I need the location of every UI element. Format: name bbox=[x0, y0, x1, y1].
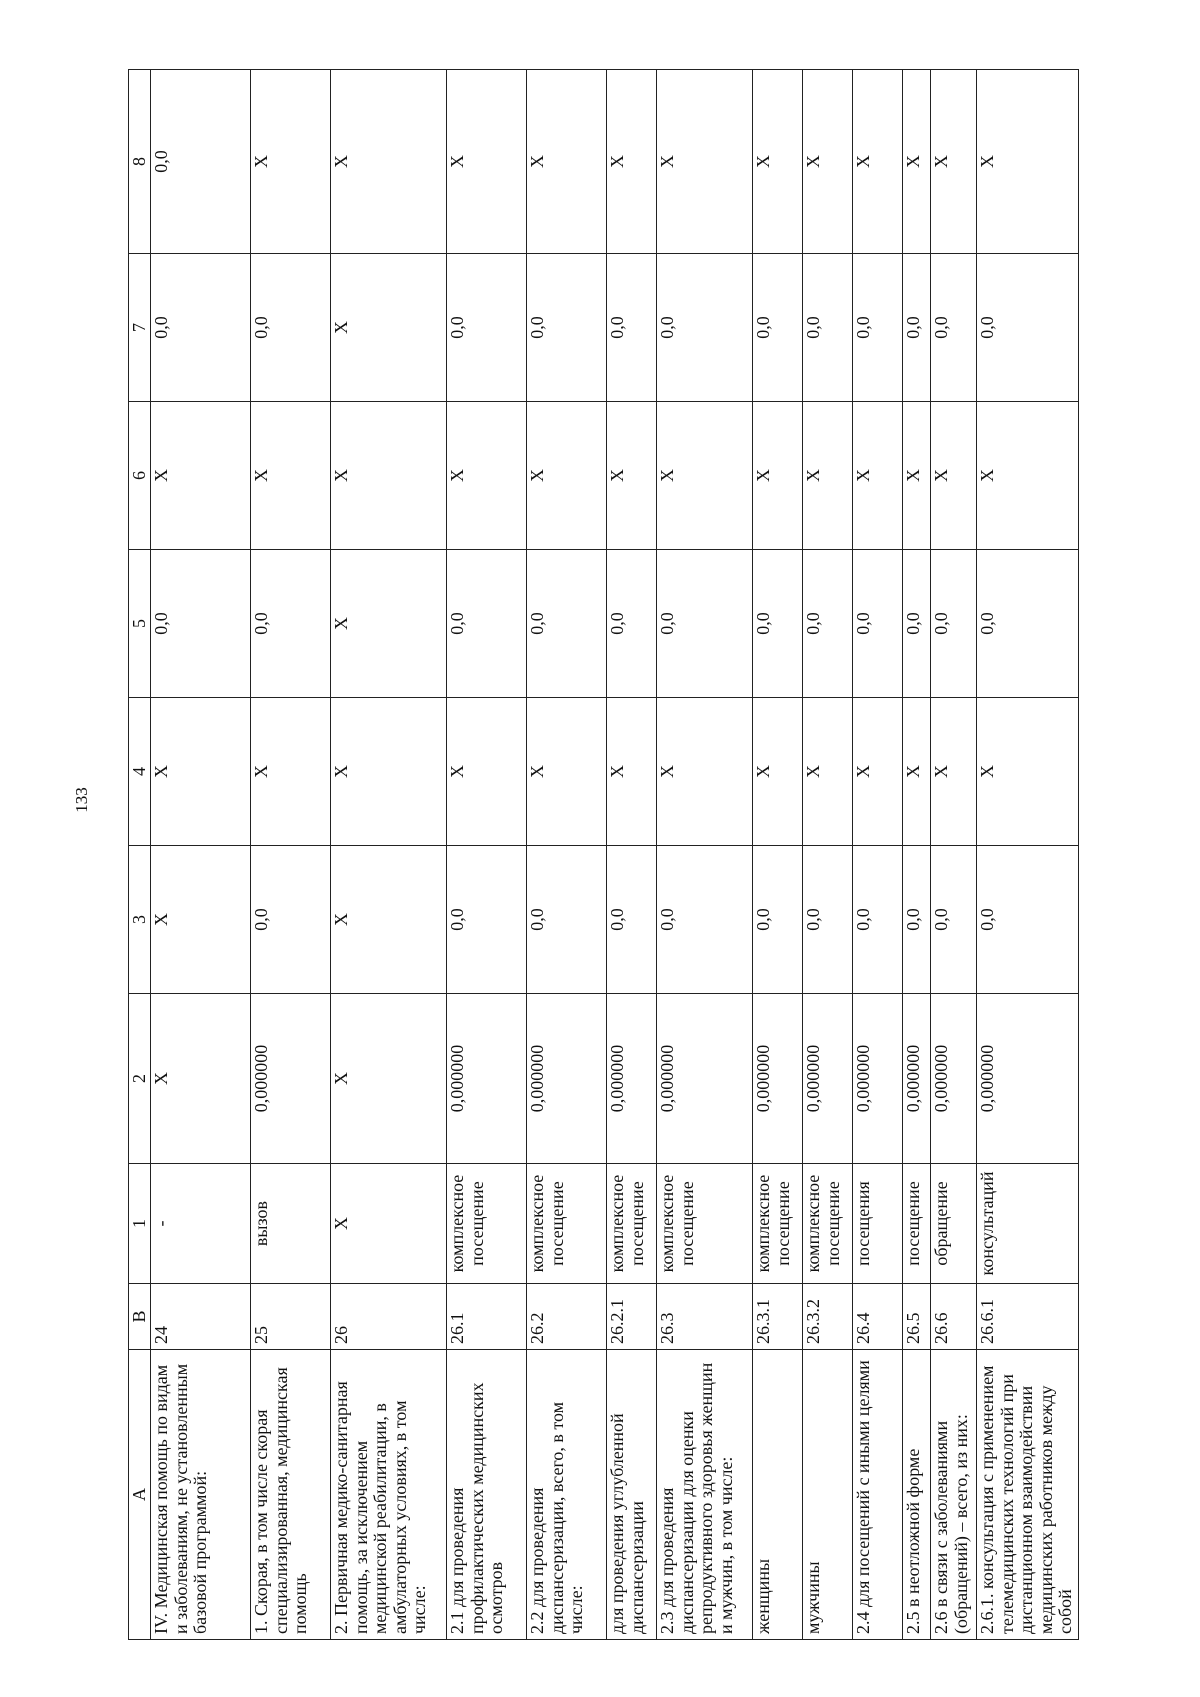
value-cell: 0,000000 bbox=[607, 994, 657, 1164]
column-header: 3 bbox=[129, 846, 151, 994]
value-cell: X bbox=[853, 698, 903, 846]
column-header: 5 bbox=[129, 550, 151, 698]
value-cell: 0,0 bbox=[853, 846, 903, 994]
row-label-cell: IV. Медицинская помощь по видам и заболеваниям, не установленным базовой программой: bbox=[151, 1350, 251, 1640]
page-number: 133 bbox=[72, 787, 91, 813]
table-row bbox=[853, 70, 903, 1640]
table-row bbox=[977, 70, 1079, 1640]
unit-cell: консультаций bbox=[977, 1164, 1079, 1284]
value-cell: 0,000000 bbox=[977, 994, 1079, 1164]
row-label-cell: женщины bbox=[753, 1350, 803, 1640]
value-cell: 0,000000 bbox=[251, 994, 331, 1164]
value-cell: 0,0 bbox=[251, 846, 331, 994]
value-cell: 0,0 bbox=[753, 550, 803, 698]
value-cell: X bbox=[903, 402, 931, 550]
unit-cell: посещение bbox=[903, 1164, 931, 1284]
value-cell: 0,0 bbox=[607, 254, 657, 402]
value-cell: 0,0 bbox=[903, 254, 931, 402]
value-cell: X bbox=[331, 254, 447, 402]
data-table bbox=[128, 69, 1079, 1640]
value-cell: X bbox=[447, 402, 527, 550]
value-cell: X bbox=[331, 994, 447, 1164]
value-cell: 0,0 bbox=[931, 254, 977, 402]
value-cell: X bbox=[151, 994, 251, 1164]
row-code-cell: 25 bbox=[251, 1284, 331, 1350]
column-header: 8 bbox=[129, 70, 151, 254]
value-cell: 0,0 bbox=[803, 550, 853, 698]
value-cell: 0,0 bbox=[977, 550, 1079, 698]
value-cell: X bbox=[331, 698, 447, 846]
unit-cell: комплексное посещение bbox=[753, 1164, 803, 1284]
value-cell: 0,000000 bbox=[903, 994, 931, 1164]
value-cell: X bbox=[753, 70, 803, 254]
value-cell: 0,0 bbox=[657, 254, 753, 402]
row-label-cell: мужчины bbox=[803, 1350, 853, 1640]
value-cell: 0,0 bbox=[853, 254, 903, 402]
table-row bbox=[331, 70, 447, 1640]
row-label-cell: 2.4 для посещений с иными целями bbox=[853, 1350, 903, 1640]
value-cell: X bbox=[151, 698, 251, 846]
value-cell: X bbox=[331, 550, 447, 698]
value-cell: 0,0 bbox=[527, 550, 607, 698]
unit-cell: X bbox=[331, 1164, 447, 1284]
row-code-cell: 26.3.2 bbox=[803, 1284, 853, 1350]
value-cell: X bbox=[527, 70, 607, 254]
value-cell: X bbox=[607, 402, 657, 550]
value-cell: 0,0 bbox=[447, 550, 527, 698]
value-cell: X bbox=[977, 70, 1079, 254]
row-code-cell: 26.2.1 bbox=[607, 1284, 657, 1350]
table-row bbox=[803, 70, 853, 1640]
header-row bbox=[129, 70, 151, 1640]
row-code-cell: 26.6 bbox=[931, 1284, 977, 1350]
table-row bbox=[151, 70, 251, 1640]
row-code-cell: 26.3.1 bbox=[753, 1284, 803, 1350]
value-cell: 0,0 bbox=[447, 846, 527, 994]
value-cell: X bbox=[331, 846, 447, 994]
value-cell: X bbox=[657, 698, 753, 846]
value-cell: X bbox=[803, 402, 853, 550]
value-cell: X bbox=[803, 698, 853, 846]
value-cell: 0,000000 bbox=[931, 994, 977, 1164]
table-row bbox=[447, 70, 527, 1640]
row-code-cell: 26.1 bbox=[447, 1284, 527, 1350]
value-cell: X bbox=[251, 70, 331, 254]
unit-cell: комплексное посещение bbox=[527, 1164, 607, 1284]
row-label-cell: 2.1 для проведения профилактических медицинских осмотров bbox=[447, 1350, 527, 1640]
value-cell: 0,0 bbox=[853, 550, 903, 698]
value-cell: X bbox=[853, 402, 903, 550]
row-code-cell: 26.4 bbox=[853, 1284, 903, 1350]
unit-cell: комплексное посещение bbox=[607, 1164, 657, 1284]
value-cell: 0,0 bbox=[753, 846, 803, 994]
value-cell: X bbox=[853, 70, 903, 254]
column-header: 1 bbox=[129, 1164, 151, 1284]
value-cell: 0,000000 bbox=[447, 994, 527, 1164]
unit-cell: вызов bbox=[251, 1164, 331, 1284]
value-cell: 0,0 bbox=[903, 846, 931, 994]
value-cell: X bbox=[657, 402, 753, 550]
unit-cell: комплексное посещение bbox=[803, 1164, 853, 1284]
value-cell: 0,0 bbox=[607, 846, 657, 994]
row-label-cell: 2.5 в неотложной форме bbox=[903, 1350, 931, 1640]
row-code-cell: 24 bbox=[151, 1284, 251, 1350]
value-cell: 0,0 bbox=[977, 846, 1079, 994]
value-cell: X bbox=[527, 402, 607, 550]
value-cell: 0,0 bbox=[931, 846, 977, 994]
value-cell: X bbox=[931, 402, 977, 550]
value-cell: X bbox=[151, 402, 251, 550]
row-label-cell: 2.6 в связи с заболеваниями (обращений) – всего, из них: bbox=[931, 1350, 977, 1640]
value-cell: 0,0 bbox=[657, 550, 753, 698]
value-cell: 0,0 bbox=[151, 550, 251, 698]
value-cell: X bbox=[977, 698, 1079, 846]
table-body bbox=[151, 70, 1079, 1640]
value-cell: X bbox=[931, 70, 977, 254]
value-cell: X bbox=[331, 402, 447, 550]
rotated-table-container bbox=[128, 70, 1108, 1640]
row-label-cell: 2.2 для проведения диспансеризации, всего, в том числе: bbox=[527, 1350, 607, 1640]
value-cell: 0,0 bbox=[251, 254, 331, 402]
value-cell: X bbox=[977, 402, 1079, 550]
value-cell: X bbox=[903, 698, 931, 846]
value-cell: X bbox=[527, 698, 607, 846]
row-label-cell: 2.6.1. консультация с применением телемедицинских технологий при дистанционном взаимодействии медицинских работников между собой bbox=[977, 1350, 1079, 1640]
value-cell: X bbox=[251, 402, 331, 550]
value-cell: X bbox=[331, 70, 447, 254]
value-cell: 0,0 bbox=[657, 846, 753, 994]
row-label-cell: для проведения углубленной диспансеризации bbox=[607, 1350, 657, 1640]
value-cell: 0,0 bbox=[607, 550, 657, 698]
unit-cell: комплексное посещение bbox=[657, 1164, 753, 1284]
unit-cell: - bbox=[151, 1164, 251, 1284]
row-label-cell: 1. Скорая, в том числе скорая специализированная, медицинская помощь bbox=[251, 1350, 331, 1640]
column-header: 2 bbox=[129, 994, 151, 1164]
row-code-cell: 26.6.1 bbox=[977, 1284, 1079, 1350]
value-cell: X bbox=[607, 698, 657, 846]
table-row bbox=[527, 70, 607, 1640]
table-row bbox=[931, 70, 977, 1640]
value-cell: 0,0 bbox=[151, 70, 251, 254]
table-row bbox=[753, 70, 803, 1640]
value-cell: 0,0 bbox=[151, 254, 251, 402]
value-cell: X bbox=[251, 698, 331, 846]
value-cell: 0,0 bbox=[527, 846, 607, 994]
value-cell: X bbox=[447, 698, 527, 846]
value-cell: 0,000000 bbox=[527, 994, 607, 1164]
value-cell: X bbox=[803, 70, 853, 254]
table-row bbox=[657, 70, 753, 1640]
value-cell: X bbox=[607, 70, 657, 254]
value-cell: 0,0 bbox=[977, 254, 1079, 402]
value-cell: 0,0 bbox=[251, 550, 331, 698]
value-cell: 0,0 bbox=[931, 550, 977, 698]
table-row bbox=[251, 70, 331, 1640]
value-cell: X bbox=[931, 698, 977, 846]
value-cell: 0,000000 bbox=[753, 994, 803, 1164]
column-header: B bbox=[129, 1284, 151, 1350]
row-code-cell: 26.3 bbox=[657, 1284, 753, 1350]
table-row bbox=[903, 70, 931, 1640]
value-cell: X bbox=[657, 70, 753, 254]
value-cell: 0,0 bbox=[803, 846, 853, 994]
unit-cell: комплексное посещение bbox=[447, 1164, 527, 1284]
column-header: 7 bbox=[129, 254, 151, 402]
value-cell: X bbox=[151, 846, 251, 994]
value-cell: 0,0 bbox=[753, 254, 803, 402]
column-header: A bbox=[129, 1350, 151, 1640]
row-label-cell: 2. Первичная медико-санитарная помощь, за исключением медицинской реабилитации, в амбулаторных условиях, в том числе: bbox=[331, 1350, 447, 1640]
value-cell: 0,0 bbox=[447, 254, 527, 402]
column-header: 4 bbox=[129, 698, 151, 846]
row-code-cell: 26 bbox=[331, 1284, 447, 1350]
value-cell: 0,000000 bbox=[657, 994, 753, 1164]
value-cell: 0,0 bbox=[903, 550, 931, 698]
value-cell: 0,0 bbox=[527, 254, 607, 402]
column-header: 6 bbox=[129, 402, 151, 550]
row-code-cell: 26.5 bbox=[903, 1284, 931, 1350]
unit-cell: обращение bbox=[931, 1164, 977, 1284]
row-code-cell: 26.2 bbox=[527, 1284, 607, 1350]
value-cell: 0,000000 bbox=[853, 994, 903, 1164]
row-label-cell: 2.3 для проведения диспансеризации для оценки репродуктивного здоровья женщин и мужчин, в том числе: bbox=[657, 1350, 753, 1640]
value-cell: 0,0 bbox=[803, 254, 853, 402]
value-cell: X bbox=[447, 70, 527, 254]
value-cell: 0,000000 bbox=[803, 994, 853, 1164]
table-row bbox=[607, 70, 657, 1640]
unit-cell: посещения bbox=[853, 1164, 903, 1284]
value-cell: X bbox=[753, 402, 803, 550]
value-cell: X bbox=[903, 70, 931, 254]
value-cell: X bbox=[753, 698, 803, 846]
